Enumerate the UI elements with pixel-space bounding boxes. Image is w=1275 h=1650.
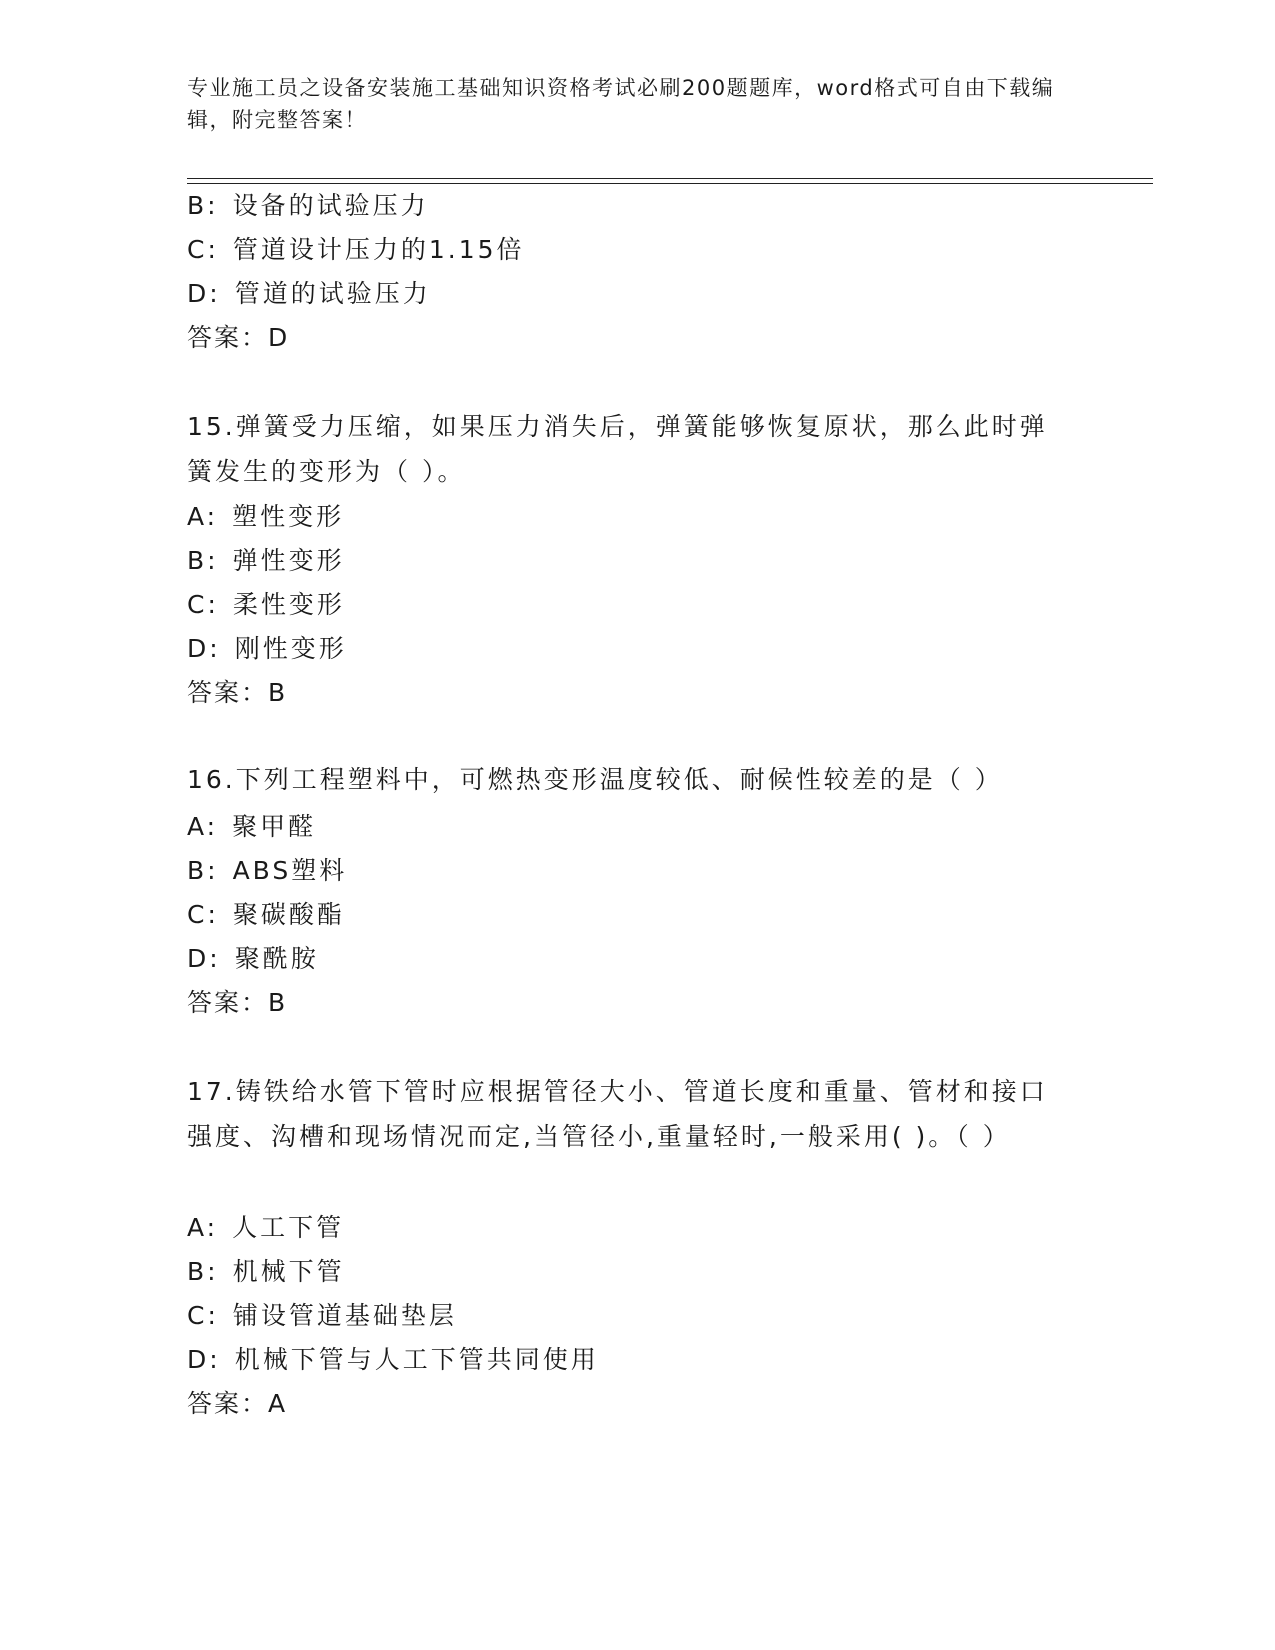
q17-option-d: D: 机械下管与人工下管共同使用 [187, 1345, 599, 1374]
document-intro: 专业施工员之设备安装施工基础知识资格考试必刷200题题库，word格式可自由下载编辑，附完整答案！ [187, 76, 1055, 132]
option-c: C: 管道设计压力的1.15倍 [187, 235, 525, 264]
q17-option-b: B: 机械下管 [187, 1257, 345, 1286]
q16-option-c: C: 聚碳酸酯 [187, 900, 345, 929]
q15-option-a: A: 塑性变形 [187, 502, 345, 531]
q16-option-b: B: ABS塑料 [187, 856, 348, 885]
question-17-stem: 17.铸铁给水管下管时应根据管径大小、管道长度和重量、管材和接口强度、沟槽和现场情况而定,当管径小,重量轻时,一般采用( )。（ ） [187, 1077, 1048, 1151]
answer-line: 答案：D [187, 323, 291, 352]
q16-option-d: D: 聚酰胺 [187, 944, 319, 973]
header-divider-top [187, 178, 1153, 179]
q17-option-c: C: 铺设管道基础垫层 [187, 1301, 457, 1330]
q15-answer: 答案：B [187, 678, 289, 707]
q15-option-c: C: 柔性变形 [187, 590, 345, 619]
header-divider-bottom [187, 183, 1153, 184]
q15-option-d: D: 刚性变形 [187, 634, 347, 663]
question-16-stem: 16.下列工程塑料中，可燃热变形温度较低、耐候性较差的是（ ） [187, 765, 1003, 794]
q17-option-a: A: 人工下管 [187, 1213, 345, 1242]
option-b: B: 设备的试验压力 [187, 191, 429, 220]
option-d: D: 管道的试验压力 [187, 279, 431, 308]
q15-option-b: B: 弹性变形 [187, 546, 345, 575]
question-15-stem: 15.弹簧受力压缩，如果压力消失后，弹簧能够恢复原状，那么此时弹簧发生的变形为（ ）。 [187, 412, 1048, 486]
q16-answer: 答案：B [187, 988, 289, 1017]
q16-option-a: A: 聚甲醛 [187, 812, 317, 841]
q17-answer: 答案：A [187, 1389, 289, 1418]
